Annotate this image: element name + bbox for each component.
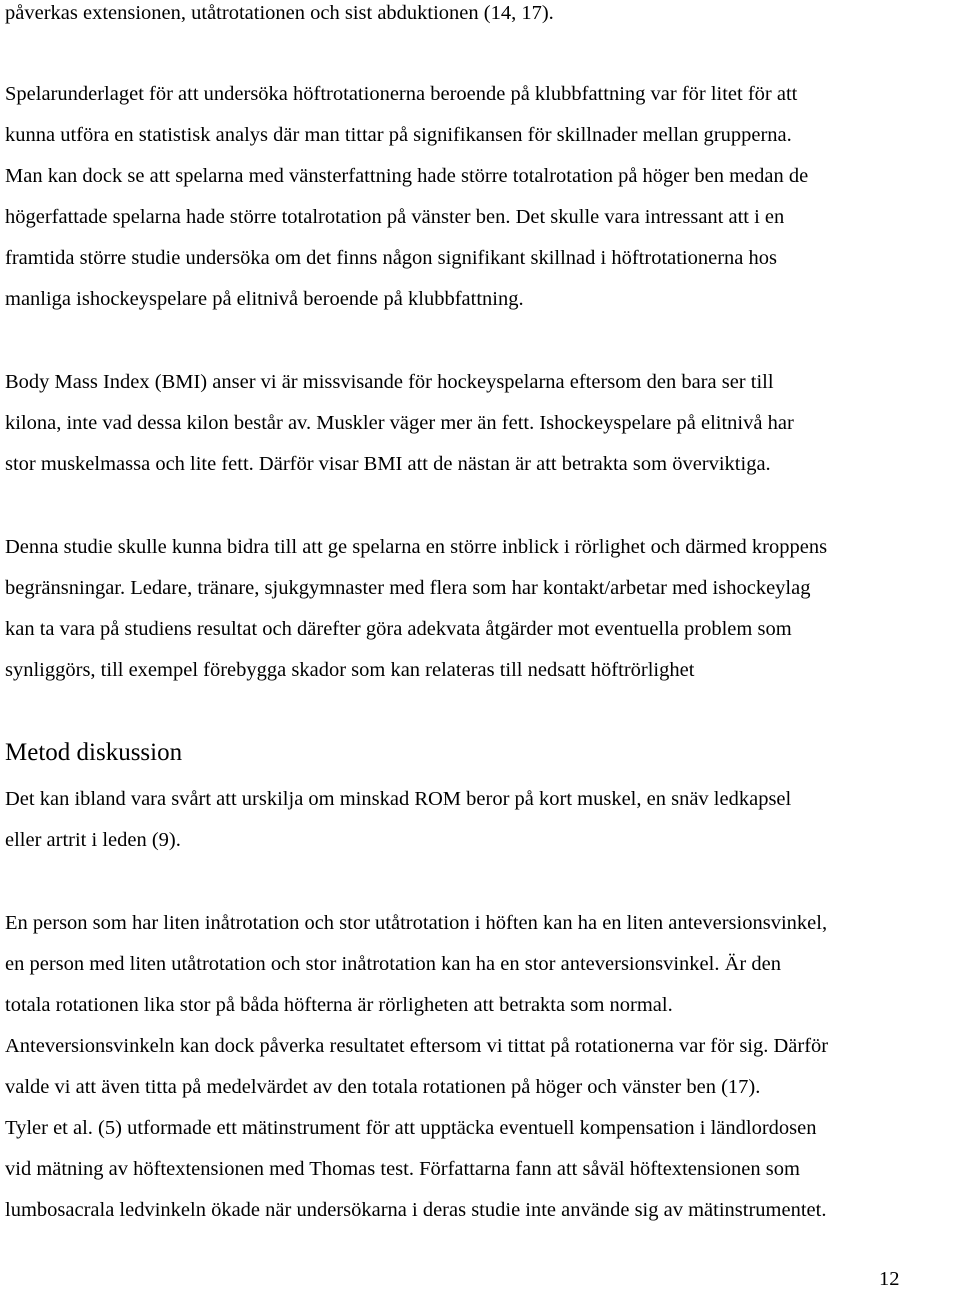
paragraph-line: Man kan dock se att spelarna med vänsterfattning hade större totalrotation på höger ben medan de xyxy=(5,165,809,187)
paragraph-line: begränsningar. Ledare, tränare, sjukgymnaster med flera som har kontakt/arbetar med ishockeylag xyxy=(5,577,811,599)
paragraph-line: framtida större studie undersöka om det finns någon signifikant skillnad i höftrotationerna hos xyxy=(5,247,778,269)
paragraph-line: eller artrit i leden (9). xyxy=(5,829,181,851)
paragraph-line: vid mätning av höftextensionen med Thomas test. Författarna fann att såväl höftextensionen som xyxy=(5,1158,800,1180)
section-heading: Metod diskussion xyxy=(5,739,183,766)
paragraph-line: Denna studie skulle kunna bidra till att ge spelarna en större inblick i rörlighet och därmed kroppens xyxy=(5,536,828,558)
paragraph-line: lumbosacrala ledvinkeln ökade när undersökarna i deras studie inte använde sig av mätinstrumentet. xyxy=(5,1199,827,1221)
page-number: 12 xyxy=(879,1268,900,1290)
paragraph-line: kilona, inte vad dessa kilon består av. Muskler väger mer än fett. Ishockeyspelare på elitnivå har xyxy=(5,412,794,434)
paragraph-line: Anteversionsvinkeln kan dock påverka resultatet eftersom vi tittat på rotationerna var för sig. Därför xyxy=(5,1035,829,1057)
paragraph-line: Tyler et al. (5) utformade ett mätinstrument för att upptäcka eventuell kompensation i ländlordosen xyxy=(5,1117,817,1139)
paragraph-line: påverkas extensionen, utåtrotationen och sist abduktionen (14, 17). xyxy=(5,2,554,24)
paragraph-line: en person med liten utåtrotation och stor inåtrotation kan ha en stor anteversionsvinkel. Är den xyxy=(5,953,781,975)
paragraph-line: valde vi att även titta på medelvärdet av den totala rotationen på höger och vänster ben (17). xyxy=(5,1076,761,1098)
paragraph-line: synliggörs, till exempel förebygga skador som kan relateras till nedsatt höftrörlighet xyxy=(5,659,695,681)
paragraph-line: Spelarunderlaget för att undersöka höftrotationerna beroende på klubbfattning var för litet för att xyxy=(5,83,798,105)
paragraph-line: Body Mass Index (BMI) anser vi är missvisande för hockeyspelarna eftersom den bara ser till xyxy=(5,371,774,393)
paragraph-line: manliga ishockeyspelare på elitnivå beroende på klubbfattning. xyxy=(5,288,524,310)
paragraph-line: högerfattade spelarna hade större totalrotation på vänster ben. Det skulle vara intressant att i en xyxy=(5,206,785,228)
paragraph-line: Det kan ibland vara svårt att urskilja om minskad ROM beror på kort muskel, en snäv ledkapsel xyxy=(5,788,792,810)
paragraph-line: kunna utföra en statistisk analys där man tittar på signifikansen för skillnader mellan grupperna. xyxy=(5,124,792,146)
paragraph-line: kan ta vara på studiens resultat och därefter göra adekvata åtgärder mot eventuella problem som xyxy=(5,618,792,640)
paragraph-line: totala rotationen lika stor på båda höfterna är rörligheten att betrakta som normal. xyxy=(5,994,673,1016)
paragraph-line: stor muskelmassa och lite fett. Därför visar BMI att de nästan är att betrakta som överviktiga. xyxy=(5,453,771,475)
paragraph-line: En person som har liten inåtrotation och stor utåtrotation i höften kan ha en liten anteversionsvinkel, xyxy=(5,912,828,934)
